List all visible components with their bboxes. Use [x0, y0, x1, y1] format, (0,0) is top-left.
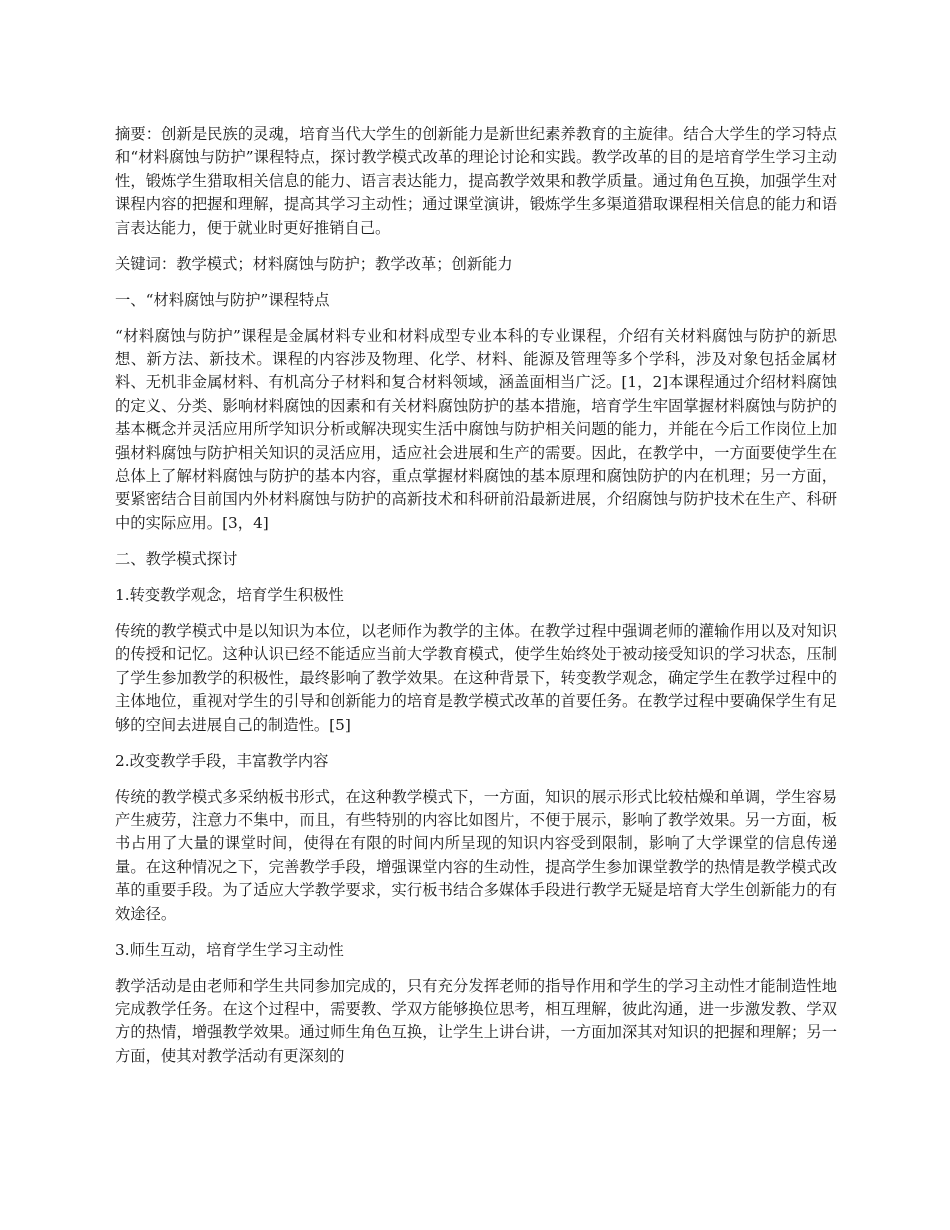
section-heading-1: 一、“材料腐蚀与防护”课程特点 [115, 290, 330, 309]
subsection-heading-2: 2.改变教学手段，丰富教学内容 [115, 751, 329, 770]
subsection-heading-3: 3.师生互动，培育学生学习主动性 [115, 940, 344, 959]
body-paragraph-course-features: “材料腐蚀与防护”课程是金属材料专业和材料成型专业本科的专业课程，介绍有关材料腐蚀与防护的新思想、新方法、新技术。课程的内容涉及物理、化学、材料、能源及管理等多个学科，涉及对象包括金属材料、无机非金属材料、有机高分子材料和复合材料领域，涵盖面相当广泛。[1，2]本课程通过介绍材料腐蚀的定义、分类、影响材料腐蚀的因素和有关材料腐蚀防护的基本措施，培育学生牢固掌握材料腐蚀与防护的基本概念并灵活应用所学知识分析或解决现实生活中腐蚀与防护相关问题的能力，并能在今后工作岗位上加强材料腐蚀与防护相关知识的灵活应用，适应社会进展和生产的需要。因此，在教学中，一方面要使学生在总体上了解材料腐蚀与防护的基本内容，重点掌握材料腐蚀的基本原理和腐蚀防护的内在机理；另一方面，要紧密结合目前国内外材料腐蚀与防护的高新技术和科研前沿最新进展，介绍腐蚀与防护技术在生产、科研中的实际应用。[3，4] [115, 326, 837, 532]
subsection-heading-1: 1.转变教学观念，培育学生积极性 [115, 585, 344, 604]
keywords-paragraph: 关键词：教学模式；材料腐蚀与防护；教学改革；创新能力 [115, 254, 513, 273]
body-paragraph-teaching-concept: 传统的教学模式中是以知识为本位，以老师作为教学的主体。在教学过程中强调老师的灌输作用以及对知识的传授和记忆。这种认识已经不能适应当前大学教育模式，使学生始终处于被动接受知识的学习状态，压制了学生参加教学的积极性，最终影响了教学效果。在这种背景下，转变教学观念，确定学生在教学过程中的主体地位，重视对学生的引导和创新能力的培育是教学模式改革的首要任务。在教学过程中要确保学生有足够的空间去进展自己的制造性。[5] [115, 621, 837, 734]
document-body [115, 123, 837, 1081]
section-heading-2: 二、教学模式探讨 [115, 549, 238, 568]
body-paragraph-interaction: 教学活动是由老师和学生共同参加完成的，只有充分发挥老师的指导作用和学生的学习主动性才能制造性地完成教学任务。在这个过程中，需要教、学双方能够换位思考，相互理解，彼此沟通，进一步激发教、学双方的热情，增强教学效果。通过师生角色互换，让学生上讲台讲，一方面加深其对知识的把握和理解；另一方面，使其对教学活动有更深刻的 [115, 976, 837, 1065]
abstract-paragraph: 摘要：创新是民族的灵魂，培育当代大学生的创新能力是新世纪素养教育的主旋律。结合大学生的学习特点和“材料腐蚀与防护”课程特点，探讨教学模式改革的理论讨论和实践。教学改革的目的是培育学生学习主动性，锻炼学生猎取相关信息的能力、语言表达能力，提高教学效果和教学质量。通过角色互换，加强学生对课程内容的把握和理解，提高其学习主动性；通过课堂演讲，锻炼学生多渠道猎取课程相关信息的能力和语言表达能力，便于就业时更好推销自己。 [115, 125, 837, 237]
body-paragraph-teaching-means: 传统的教学模式多采纳板书形式，在这种教学模式下，一方面，知识的展示形式比较枯燥和单调，学生容易产生疲劳，注意力不集中，而且，有些特别的内容比如图片，不便于展示，影响了教学效果。另一方面，板书占用了大量的课堂时间，使得在有限的时间内所呈现的知识内容受到限制，影响了大学课堂的信息传递量。在这种情况之下，完善教学手段，增强课堂内容的生动性，提高学生参加课堂教学的热情是教学模式改革的重要手段。为了适应大学教学要求，实行板书结合多媒体手段进行教学无疑是培育大学生创新能力的有效途径。 [115, 787, 837, 923]
